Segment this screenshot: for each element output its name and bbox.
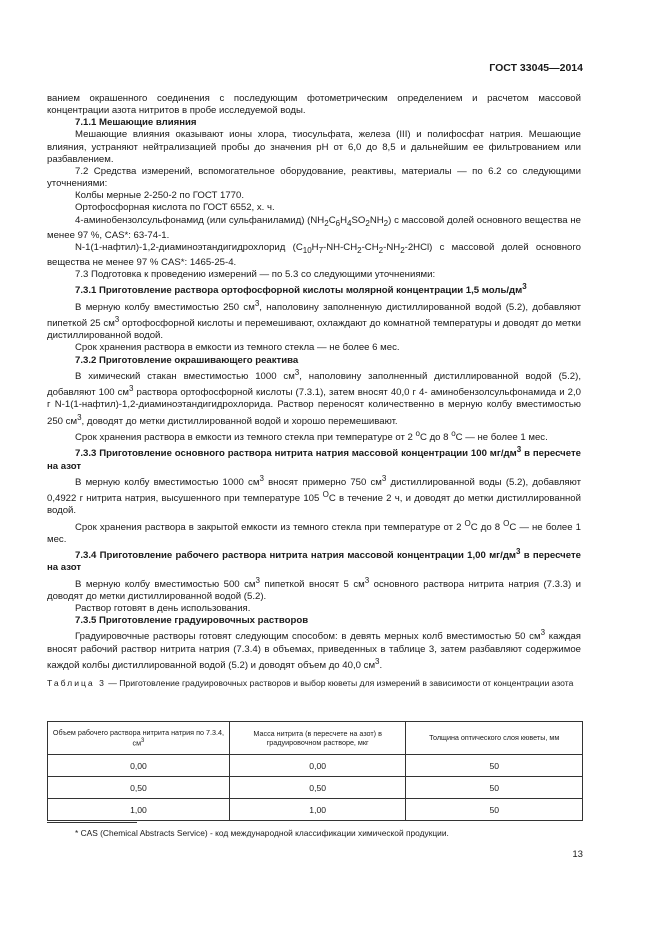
section-heading: 7.3.4 Приготовление рабочего раствора нитрита натрия массовой концентрации 1,00 $мг/дм^3$ в пересчете на азот — [47, 547, 581, 574]
table-row — [48, 777, 583, 799]
table-cell: 0,50 — [229, 777, 406, 799]
paragraph: N-1(1-нафтил)-1,2-диаминоэтандигидрохлорид $(C_{10}H_7-NH-CH_2-CH_2-NH_2-2HCl)$ с массовой долей основного вещества не менее 97 % CAS*: 1465-25-4. — [47, 241, 581, 268]
paragraph: В мерную колбу вместимостью 500 $см^3$ пипеткой вносят 5 $см^3$ основного раствора нитрита натрия (7.3.3) и доводят до метки дистиллированной водой (5.2). — [47, 575, 581, 602]
document-header: ГОСТ 33045—2014 — [489, 62, 583, 74]
table-caption-text: — Приготовление градуировочных растворов и выбор кюветы для измерений в зависимости от концентрации азота — [105, 678, 574, 689]
paragraph: 7.3 Подготовка к проведению измерений — по 5.3 со следующими уточнениями: — [75, 269, 436, 280]
section-heading: 7.3.2 Приготовление окрашивающего реактива — [75, 354, 299, 366]
page-number: 13 — [572, 849, 583, 860]
table-caption — [47, 678, 581, 689]
table-cell: 1,00 — [48, 799, 230, 821]
paragraph: В мерную колбу вместимостью 250 $см^3$, наполовину заполненную дистиллированной водой (5.2), добавляют пипеткой 25 $см^3$ ортофосфорной кислоты и перемешивают, охлаждают до комнатной температуры и доводят до метки дистиллированной водой. — [47, 298, 581, 342]
paragraph: Раствор готовят в день использования. — [75, 603, 251, 615]
paragraph: В химический стакан вместимостью 1000 $см^3$, наполовину заполненный дистиллированной водой (5.2), добавляют 100 $см^3$ раствора ортофосфорной кислоты (7.3.1), затем вносят 40,0 г 4- аминобензолсульфонамида и 2,0 г N-1(1-нафтил)-1,2-диаминоэтандигидрохлорида. Раствор переносят количественно в мерную колбу вместимостью 250 $см^3$, доводят до метки дистиллированной водой и хорошо перемешивают. — [47, 367, 581, 427]
table-cell: 50 — [406, 755, 583, 777]
document-body — [47, 93, 581, 689]
paragraph: Срок хранения раствора в закрытой емкости из темного стекла при температуре от 2 $^О$C до 8 $^О$C — не более 1 мес. — [47, 518, 581, 545]
section-heading: 7.3.1 Приготовление раствора ортофосфорной кислоты молярной концентрации 1,5 моль/$дм^3$ — [75, 282, 527, 297]
paragraph: 4-аминобензолсульфонамид (или сульфаниламид) $(NH_2C_6H_4SO_2NH_2)$ с массовой долей основного вещества не менее 97 %, CAS*: 63-74-1. — [47, 214, 581, 241]
paragraph: Ортофосфорная кислота по ГОСТ 6552, х. ч. — [75, 202, 275, 214]
calibration-table — [47, 721, 583, 821]
paragraph: Срок хранения раствора в емкости из темного стекла при температуре от 2 $^о$C до 8 $^о$C — не более 1 мес. — [75, 428, 548, 444]
table-cell: 50 — [406, 799, 583, 821]
table-caption-label: Таблица 3 — [47, 678, 106, 689]
table-cell: 0,00 — [229, 755, 406, 777]
paragraph: Колбы мерные 2-250-2 по ГОСТ 1770. — [75, 190, 245, 202]
section-heading: 7.3.5 Приготовление градуировочных растворов — [75, 615, 309, 627]
paragraph: Градуировочные растворы готовят следующим способом: в девять мерных колб вместимостью 50 $см^3$ каждая вносят рабочий раствор нитрита натрия (7.3.4) в объемах, приведенных в таблице 3, затем разбавляют содержимое каждой колбы дистиллированной водой (5.2) и доводят объем до 40,0 $см^3$. — [47, 628, 581, 672]
footnote-divider — [47, 822, 137, 823]
paragraph: В мерную колбу вместимостью 1000 $см^3$ вносят примерно 750 $см^3$ дистиллированной воды (5.2), добавляют 0,4922 г нитрита натрия, высушенного при температуре 105 $^О$C в течение 2 ч, и доводят до метки дистиллированной водой. — [47, 473, 581, 517]
table-row — [48, 799, 583, 821]
column-header-cuvette: Толщина оптического слоя кюветы, мм — [406, 722, 583, 755]
paragraph: Срок хранения раствора в емкости из темного стекла — не более 6 мес. — [75, 342, 400, 354]
table-cell: 50 — [406, 777, 583, 799]
footnote: * CAS (Chemical Abstracts Service) - код международной классификации химической продукции. — [75, 828, 449, 838]
column-header-mass: Масса нитрита (в пересчете на азот) в градуировочном растворе, мкг — [229, 722, 406, 755]
section-heading: 7.3.3 Приготовление основного раствора нитрита натрия массовой концентрации 100 $мг/дм^3$ в пересчете на азот — [47, 445, 581, 472]
table-header-row — [48, 722, 583, 755]
table-cell: 0,50 — [48, 777, 230, 799]
paragraph: 7.2 Средства измерений, вспомогательное оборудование, реактивы, материалы — по 6.2 со следующими уточнениями: — [47, 165, 581, 190]
table-row — [48, 755, 583, 777]
column-header-volume: Объем рабочего раствора нитрита натрия по 7.3.4, $см^3$ — [48, 722, 230, 755]
table-cell: 1,00 — [229, 799, 406, 821]
paragraph: Мешающие влияния оказывают ионы хлора, тиосульфата, железа (III) и полифосфат натрия. Мешающие влияния, устраняют нейтрализацией пробы до значения pH от 6,0 до 8,5 и дальнейшим ее фильтрованием или разбавлением. — [47, 129, 581, 165]
table-cell: 0,00 — [48, 755, 230, 777]
section-heading: 7.1.1 Мешающие влияния — [75, 117, 197, 129]
paragraph: ванием окрашенного соединения с последующим фотометрическим определением и расчетом массовой концентрации азота нитритов в пробе исследуемой воды. — [47, 93, 581, 117]
